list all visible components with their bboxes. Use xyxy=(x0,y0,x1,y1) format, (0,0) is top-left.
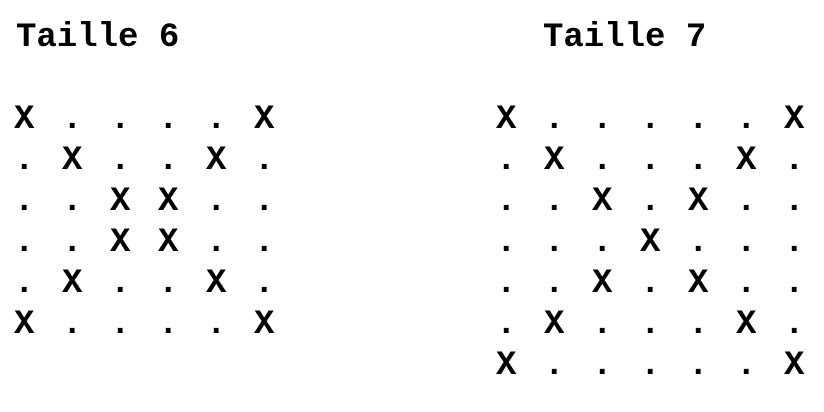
grid-cell-dot: . xyxy=(736,101,757,139)
panel-title-size-6: Taille 6 xyxy=(16,19,180,57)
grid-cell-dot: . xyxy=(688,224,709,262)
grid-cell-dot: . xyxy=(736,347,757,385)
grid-cell-dot: . xyxy=(688,347,709,385)
grid-cell-x: X xyxy=(110,183,131,221)
grid-cell-dot: . xyxy=(62,183,83,221)
pattern-grid-size-7 xyxy=(496,100,824,387)
grid-cell-dot: . xyxy=(736,265,757,303)
grid-cell-dot: . xyxy=(544,224,565,262)
grid-cell-dot: . xyxy=(592,101,613,139)
grid-cell-dot: . xyxy=(14,142,35,180)
grid-row xyxy=(14,100,302,141)
grid-cell-dot: . xyxy=(62,224,83,262)
grid-cell-dot: . xyxy=(544,183,565,221)
grid-cell-dot: . xyxy=(110,142,131,180)
grid-cell-dot: . xyxy=(206,183,227,221)
grid-row xyxy=(496,182,824,223)
grid-cell-x: X xyxy=(14,101,35,139)
grid-cell-dot: . xyxy=(640,265,661,303)
grid-cell-x: X xyxy=(592,265,613,303)
grid-cell-x: X xyxy=(544,306,565,344)
grid-cell-x: X xyxy=(592,183,613,221)
grid-cell-x: X xyxy=(206,142,227,180)
grid-cell-x: X xyxy=(254,306,275,344)
grid-row xyxy=(496,264,824,305)
grid-cell-dot: . xyxy=(14,224,35,262)
grid-cell-dot: . xyxy=(496,306,517,344)
grid-cell-dot: . xyxy=(592,347,613,385)
grid-cell-x: X xyxy=(784,101,805,139)
grid-row xyxy=(496,141,824,182)
grid-cell-dot: . xyxy=(640,101,661,139)
grid-cell-dot: . xyxy=(688,142,709,180)
grid-cell-dot: . xyxy=(784,224,805,262)
grid-cell-dot: . xyxy=(592,306,613,344)
grid-cell-x: X xyxy=(158,224,179,262)
grid-cell-x: X xyxy=(496,101,517,139)
grid-cell-dot: . xyxy=(110,101,131,139)
grid-cell-dot: . xyxy=(14,265,35,303)
grid-cell-dot: . xyxy=(784,265,805,303)
grid-cell-dot: . xyxy=(592,224,613,262)
grid-cell-dot: . xyxy=(496,183,517,221)
grid-row xyxy=(14,182,302,223)
grid-cell-x: X xyxy=(544,142,565,180)
grid-cell-dot: . xyxy=(736,183,757,221)
grid-cell-dot: . xyxy=(62,306,83,344)
grid-cell-x: X xyxy=(14,306,35,344)
grid-cell-x: X xyxy=(496,347,517,385)
grid-cell-dot: . xyxy=(784,306,805,344)
grid-cell-dot: . xyxy=(110,265,131,303)
grid-cell-dot: . xyxy=(62,101,83,139)
grid-row xyxy=(496,346,824,387)
grid-cell-x: X xyxy=(62,142,83,180)
grid-cell-dot: . xyxy=(784,183,805,221)
grid-row xyxy=(496,305,824,346)
panel-title-size-7: Taille 7 xyxy=(543,19,707,57)
grid-cell-dot: . xyxy=(206,306,227,344)
grid-cell-dot: . xyxy=(496,224,517,262)
grid-row xyxy=(14,141,302,182)
grid-cell-dot: . xyxy=(784,142,805,180)
grid-row xyxy=(496,223,824,264)
grid-cell-dot: . xyxy=(254,265,275,303)
grid-cell-dot: . xyxy=(544,265,565,303)
grid-row xyxy=(14,223,302,264)
grid-cell-dot: . xyxy=(14,183,35,221)
grid-cell-dot: . xyxy=(688,101,709,139)
grid-cell-x: X xyxy=(110,224,131,262)
pattern-grid-size-6 xyxy=(14,100,302,346)
grid-cell-dot: . xyxy=(158,265,179,303)
grid-row xyxy=(14,264,302,305)
grid-cell-dot: . xyxy=(206,224,227,262)
grid-cell-dot: . xyxy=(110,306,131,344)
grid-cell-dot: . xyxy=(544,101,565,139)
grid-cell-dot: . xyxy=(640,306,661,344)
grid-cell-dot: . xyxy=(158,101,179,139)
grid-cell-x: X xyxy=(688,183,709,221)
grid-cell-x: X xyxy=(206,265,227,303)
grid-cell-dot: . xyxy=(158,306,179,344)
grid-cell-x: X xyxy=(62,265,83,303)
grid-cell-x: X xyxy=(158,183,179,221)
grid-cell-dot: . xyxy=(254,142,275,180)
grid-cell-x: X xyxy=(736,306,757,344)
grid-cell-x: X xyxy=(784,347,805,385)
grid-cell-x: X xyxy=(254,101,275,139)
grid-cell-dot: . xyxy=(254,224,275,262)
grid-cell-dot: . xyxy=(496,142,517,180)
grid-cell-dot: . xyxy=(158,142,179,180)
grid-cell-dot: . xyxy=(206,101,227,139)
grid-cell-x: X xyxy=(736,142,757,180)
grid-cell-x: X xyxy=(640,224,661,262)
grid-cell-dot: . xyxy=(688,306,709,344)
grid-cell-dot: . xyxy=(254,183,275,221)
grid-cell-dot: . xyxy=(640,142,661,180)
grid-cell-dot: . xyxy=(640,347,661,385)
grid-cell-dot: . xyxy=(640,183,661,221)
grid-row xyxy=(496,100,824,141)
grid-cell-dot: . xyxy=(544,347,565,385)
grid-cell-x: X xyxy=(688,265,709,303)
grid-row xyxy=(14,305,302,346)
grid-cell-dot: . xyxy=(496,265,517,303)
grid-cell-dot: . xyxy=(592,142,613,180)
grid-cell-dot: . xyxy=(736,224,757,262)
